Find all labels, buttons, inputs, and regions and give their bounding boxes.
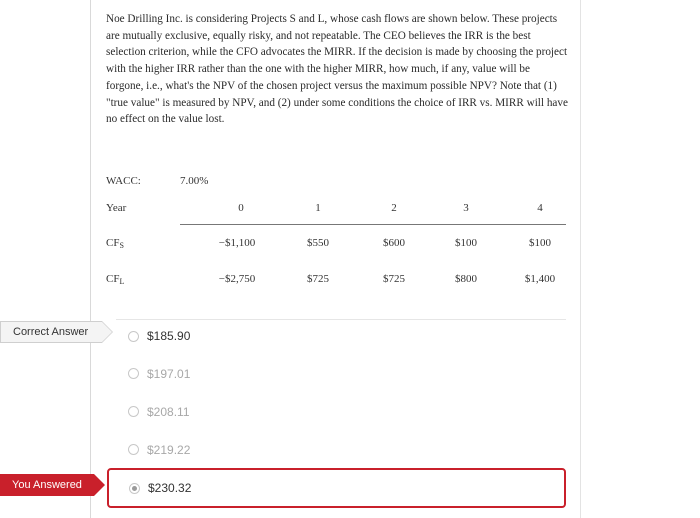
cfl-1: $725 (307, 273, 329, 285)
cfl-3: $800 (455, 273, 477, 285)
year-1: 1 (315, 202, 321, 214)
wacc-label: WACC: (106, 175, 141, 187)
answer-option-1[interactable] (116, 319, 566, 352)
cfs-0: −$1,100 (218, 237, 256, 249)
radio-icon[interactable] (128, 406, 139, 417)
answer-label: $219.22 (147, 442, 191, 457)
table-header-rule (180, 224, 566, 225)
year-3: 3 (463, 202, 469, 214)
cfl-label: $CF_L$ (106, 273, 125, 286)
cfs-4: $100 (529, 237, 551, 249)
question-text: Noe Drilling Inc. is considering Projects S and L, whose cash flows are shown below. These projects are mutually exclusive, equally risky, and not repeatable. The CEO believes the IRR is the best selection criterion, while the CFO advocates the MIRR. If the decision is made by choosing the project with the higher IRR rather than the one with the higher MIRR, how much, if any, value will be forgone, i.e., what's the NPV of the chosen project versus the maximum possible NPV? Note that (1) "true value" is measured by NPV, and (2) under some conditions the choice of IRR vs. MIRR will have no effect on the value lost. (106, 13, 568, 126)
answer-option-3[interactable] (116, 395, 566, 428)
correct-answer-flag: Correct Answer (0, 321, 102, 343)
cfl-2: $725 (383, 273, 405, 285)
cfs-1: $550 (307, 237, 329, 249)
year-2: 2 (391, 202, 397, 214)
year-label: Year (106, 202, 127, 214)
you-answered-flag: You Answered (0, 474, 94, 496)
answer-option-5-selected[interactable] (107, 468, 566, 508)
radio-icon[interactable] (128, 444, 139, 455)
left-divider (90, 0, 91, 518)
answer-label: $185.90 (147, 329, 191, 343)
radio-icon[interactable] (128, 331, 139, 342)
radio-selected-icon[interactable] (129, 483, 140, 494)
right-divider (580, 0, 581, 518)
answer-option-2[interactable] (116, 357, 566, 390)
cfs-2: $600 (383, 237, 405, 249)
year-4: 4 (537, 202, 543, 214)
cfs-3: $100 (455, 237, 477, 249)
answer-label: $208.11 (147, 404, 190, 419)
year-0: 0 (238, 202, 244, 214)
cfl-0: −$2,750 (218, 273, 256, 285)
answer-label: $230.32 (148, 481, 192, 495)
cfs-label: $CF_S$ (106, 237, 124, 250)
wacc-value: 7.00% (180, 175, 209, 187)
answer-label: $197.01 (147, 366, 191, 381)
answer-option-4[interactable] (116, 433, 566, 466)
radio-icon[interactable] (128, 368, 139, 379)
cfl-4: $1,400 (524, 273, 556, 285)
